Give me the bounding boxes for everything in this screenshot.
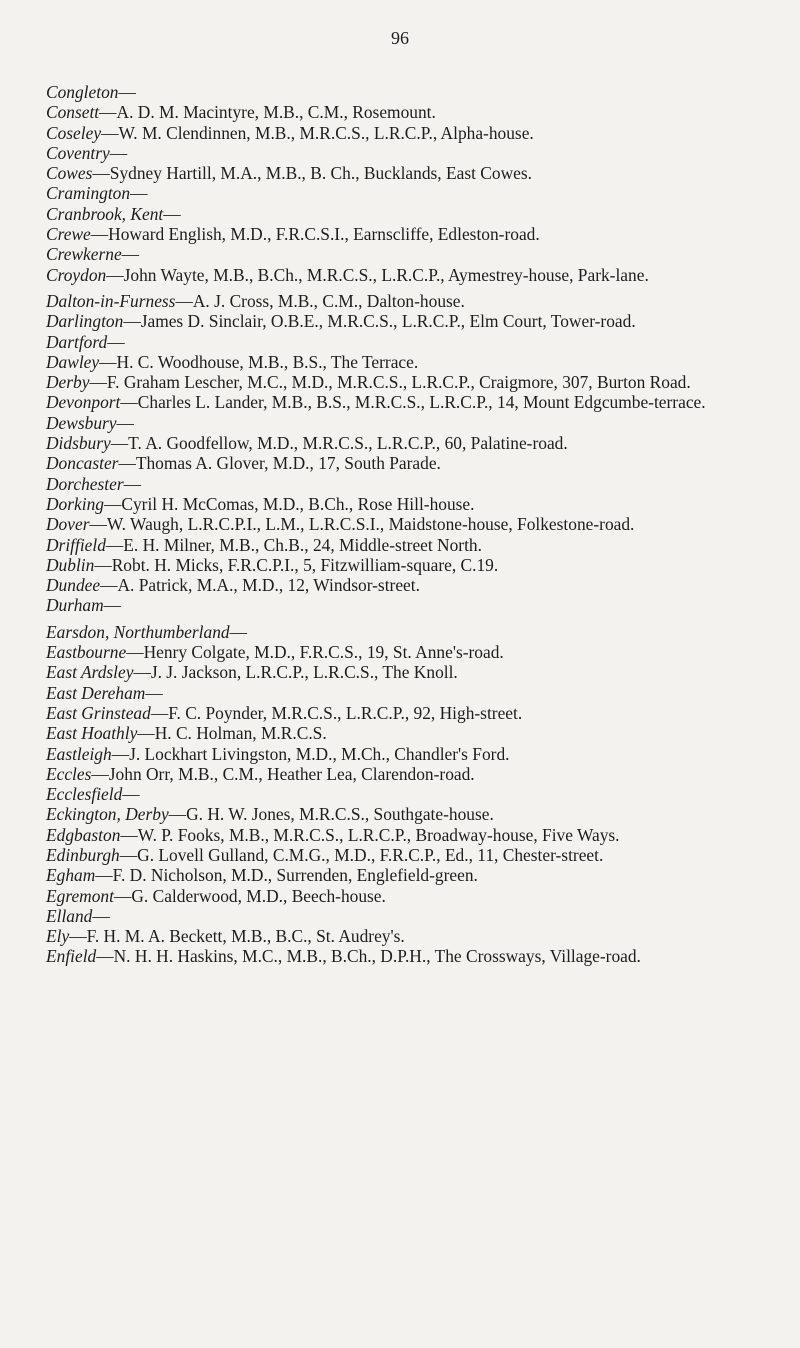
entry-place: Cowes xyxy=(46,163,93,184)
entry-dash: — xyxy=(105,534,124,555)
entry-place: Edgbaston xyxy=(46,824,121,845)
directory-entry xyxy=(46,784,774,804)
entry-dash: — xyxy=(120,392,138,413)
directory-entry xyxy=(46,332,774,352)
entry-place: Doncaster xyxy=(46,453,119,474)
entry-place: Driffield xyxy=(46,534,106,555)
entry-place: Enfield xyxy=(46,946,97,967)
entry-dash: — xyxy=(145,682,163,703)
entry-dash: — xyxy=(89,372,107,393)
entry-text: A. Patrick, M.A., M.D., 12, Windsor-street. xyxy=(117,575,420,596)
directory-entry xyxy=(46,865,774,885)
entry-text: F. D. Nicholson, M.D., Surrenden, Englefield-green. xyxy=(112,865,478,886)
entry-place: Ely xyxy=(46,926,70,947)
directory-entry xyxy=(46,311,774,331)
entry-text: James D. Sinclair, O.B.E., M.R.C.S., L.R.C.P., Elm Court, Tower-road. xyxy=(140,311,636,332)
entry-dash: — xyxy=(92,905,110,926)
entry-place: Crewe xyxy=(46,224,91,245)
entry-dash: — xyxy=(123,473,141,494)
directory-entry xyxy=(46,372,774,392)
entry-dash: — xyxy=(103,493,122,514)
directory-entry xyxy=(46,535,774,555)
directory-entry xyxy=(46,494,774,514)
directory-entry xyxy=(46,662,774,682)
entry-dash: — xyxy=(110,433,129,454)
entry-dash: — xyxy=(96,946,114,967)
directory-entry xyxy=(46,703,774,723)
entry-place: Eckington, Derby xyxy=(46,804,169,825)
entry-dash: — xyxy=(111,743,130,764)
entry-place: Egham xyxy=(46,865,96,886)
entry-place: Congleton xyxy=(46,82,119,102)
entry-text: G. H. W. Jones, M.R.C.S., Southgate-house. xyxy=(186,804,494,825)
entry-dash: — xyxy=(101,122,119,143)
entry-place: East Grinstead xyxy=(46,702,151,723)
entry-text: F. C. Poynder, M.R.C.S., L.R.C.P., 92, High-street. xyxy=(168,702,523,723)
directory-entry xyxy=(46,163,774,183)
directory-entry xyxy=(46,906,774,926)
entry-place: Dewsbury xyxy=(46,412,117,433)
entry-text: N. H. H. Haskins, M.C., M.B., B.Ch., D.P.H., The Crossways, Village-road. xyxy=(113,946,641,967)
directory-entry xyxy=(46,555,774,575)
directory-entry xyxy=(46,183,774,203)
entry-text: Charles L. Lander, M.B., B.S., M.R.C.S., L.R.C.P., 14, Mount Edgcumbe-terrace. xyxy=(137,392,706,413)
entry-dash: — xyxy=(163,203,181,224)
entry-dash: — xyxy=(91,763,109,784)
entry-text: John Wayte, M.B., B.Ch., M.R.C.S., L.R.C.P., Aymestrey-house, Park-lane. xyxy=(123,264,649,285)
directory-entry xyxy=(46,453,774,473)
entry-text: F. H. M. A. Beckett, M.B., B.C., St. Audrey's. xyxy=(86,926,405,947)
entry-text: W. Waugh, L.R.C.P.I., L.M., L.R.C.S.I., Maidstone-house, Folkestone-road. xyxy=(106,514,635,535)
entry-dash: — xyxy=(123,311,141,332)
entry-dash: — xyxy=(100,575,118,596)
entry-text: E. H. Milner, M.B., Ch.B., 24, Middle-street North. xyxy=(123,534,482,555)
entry-text: Henry Colgate, M.D., F.R.C.S., 19, St. Anne's-road. xyxy=(143,642,504,663)
entry-text: H. C. Holman, M.R.C.S. xyxy=(154,723,327,744)
entry-place: Dawley xyxy=(46,351,100,372)
entry-place: Crewkerne xyxy=(46,244,122,265)
entry-place: Croydon xyxy=(46,264,107,285)
directory-entry xyxy=(46,204,774,224)
entry-dash: — xyxy=(133,662,151,683)
entry-place: Cranbrook, Kent xyxy=(46,203,164,224)
directory-entry xyxy=(46,683,774,703)
entry-place: Eastleigh xyxy=(46,743,112,764)
directory-entry xyxy=(46,514,774,534)
directory-entry xyxy=(46,224,774,244)
entry-dash: — xyxy=(137,723,155,744)
entry-text: J. Lockhart Livingston, M.D., M.Ch., Chandler's Ford. xyxy=(129,743,510,764)
entry-place: Dorking xyxy=(46,493,104,514)
directory-entry xyxy=(46,244,774,264)
entry-dash: — xyxy=(120,824,138,845)
entry-dash: — xyxy=(69,926,87,947)
entry-text: Sydney Hartill, M.A., M.B., B. Ch., Bucklands, East Cowes. xyxy=(109,163,532,184)
entry-place: Dover xyxy=(46,514,90,535)
entry-text: J. J. Jackson, L.R.C.P., L.R.C.S., The Knoll. xyxy=(150,662,458,683)
directory-entry xyxy=(46,413,774,433)
entry-place: Eastbourne xyxy=(46,642,127,663)
entry-dash: — xyxy=(113,885,132,906)
directory-entry xyxy=(46,744,774,764)
entry-dash: — xyxy=(99,351,117,372)
entry-place: Edinburgh xyxy=(46,844,120,865)
entry-dash: — xyxy=(119,844,138,865)
entry-dash: — xyxy=(175,290,193,311)
directory-entry xyxy=(46,825,774,845)
entry-text: A. D. M. Macintyre, M.B., C.M., Rosemount. xyxy=(116,102,436,123)
entry-text: H. C. Woodhouse, M.B., B.S., The Terrace. xyxy=(116,351,419,372)
directory-entry xyxy=(46,723,774,743)
directory-entry xyxy=(46,764,774,784)
entry-text: W. M. Clendinnen, M.B., M.R.C.S., L.R.C.P., Alpha-house. xyxy=(118,122,534,143)
entry-dash: — xyxy=(229,621,247,642)
directory-entry xyxy=(46,642,774,662)
entry-place: Coventry xyxy=(46,142,110,163)
entry-dash: — xyxy=(168,804,187,825)
entry-dash: — xyxy=(89,514,107,535)
entry-dash: — xyxy=(150,702,169,723)
directory-entry xyxy=(46,474,774,494)
entry-text: John Orr, M.B., C.M., Heather Lea, Clarendon-road. xyxy=(108,763,475,784)
directory-entry xyxy=(46,575,774,595)
entry-place: Earsdon, Northumberland xyxy=(46,621,230,642)
entry-place: Dalton-in-Furness xyxy=(46,290,176,311)
entry-text: Howard English, M.D., F.R.C.S.I., Earnscliffe, Edleston-road. xyxy=(108,224,540,245)
entry-place: Cramington xyxy=(46,183,131,204)
entry-dash: — xyxy=(95,865,113,886)
entry-dash: — xyxy=(94,554,112,575)
entry-place: Dundee xyxy=(46,575,101,596)
entry-place: Didsbury xyxy=(46,433,111,454)
directory-entry xyxy=(46,595,774,615)
entry-place: Derby xyxy=(46,372,90,393)
directory-entry xyxy=(46,886,774,906)
entry-dash: — xyxy=(107,331,125,352)
entry-dash: — xyxy=(90,224,109,245)
entry-place: Coseley xyxy=(46,122,102,143)
directory-entry xyxy=(46,291,774,311)
entry-text: F. Graham Lescher, M.C., M.D., M.R.C.S., L.R.C.P., Craigmore, 307, Burton Road. xyxy=(106,372,691,393)
directory-entry xyxy=(46,123,774,143)
entry-text: T. A. Goodfellow, M.D., M.R.C.S., L.R.C.P., 60, Palatine-road. xyxy=(128,433,568,454)
entry-place: Elland xyxy=(46,905,93,926)
directory-entry xyxy=(46,102,774,122)
directory-entry xyxy=(46,352,774,372)
entry-dash: — xyxy=(103,595,122,616)
entry-place: Dublin xyxy=(46,554,95,575)
entry-place: East Hoathly xyxy=(46,723,138,744)
directory-entry xyxy=(46,82,774,102)
directory-entry xyxy=(46,804,774,824)
page-number: 96 xyxy=(391,28,409,48)
entry-text: G. Calderwood, M.D., Beech-house. xyxy=(131,885,386,906)
directory-entry xyxy=(46,392,774,412)
directory-entry xyxy=(46,622,774,642)
entry-dash: — xyxy=(118,453,136,474)
directory-entry xyxy=(46,845,774,865)
entry-dash: — xyxy=(122,784,140,805)
entry-dash: — xyxy=(99,102,117,123)
entry-dash: — xyxy=(106,264,124,285)
entry-dash: — xyxy=(121,244,140,265)
entry-text: Thomas A. Glover, M.D., 17, South Parade. xyxy=(135,453,441,474)
entry-text: G. Lovell Gulland, C.M.G., M.D., F.R.C.P., Ed., 11, Chester-street. xyxy=(137,844,604,865)
directory-entries xyxy=(46,82,774,967)
entry-place: Egremont xyxy=(46,885,114,906)
directory-entry xyxy=(46,143,774,163)
entry-place: Durham xyxy=(46,595,104,616)
entry-place: Ecclesfield xyxy=(46,784,123,805)
entry-place: Devonport xyxy=(46,392,121,413)
entry-place: East Ardsley xyxy=(46,662,134,683)
entry-dash: — xyxy=(118,82,136,102)
entry-dash: — xyxy=(126,642,144,663)
entry-text: Robt. H. Micks, F.R.C.P.I., 5, Fitzwilliam-square, C.19. xyxy=(111,554,499,575)
entry-place: Dartford xyxy=(46,331,108,352)
directory-entry xyxy=(46,926,774,946)
entry-dash: — xyxy=(130,183,148,204)
directory-entry xyxy=(46,946,774,966)
entry-dash: — xyxy=(109,142,128,163)
entry-place: Darlington xyxy=(46,311,124,332)
entry-dash: — xyxy=(92,163,110,184)
entry-place: Consett xyxy=(46,102,100,123)
entry-dash: — xyxy=(116,412,134,433)
entry-place: East Dereham xyxy=(46,682,146,703)
entry-text: W. P. Fooks, M.B., M.R.C.S., L.R.C.P., Broadway-house, Five Ways. xyxy=(137,824,620,845)
directory-entry xyxy=(46,265,774,285)
entry-place: Eccles xyxy=(46,763,92,784)
entry-text: A. J. Cross, M.B., C.M., Dalton-house. xyxy=(192,290,465,311)
entry-place: Dorchester xyxy=(46,473,124,494)
entry-text: Cyril H. McComas, M.D., B.Ch., Rose Hill-house. xyxy=(121,493,475,514)
directory-entry xyxy=(46,433,774,453)
